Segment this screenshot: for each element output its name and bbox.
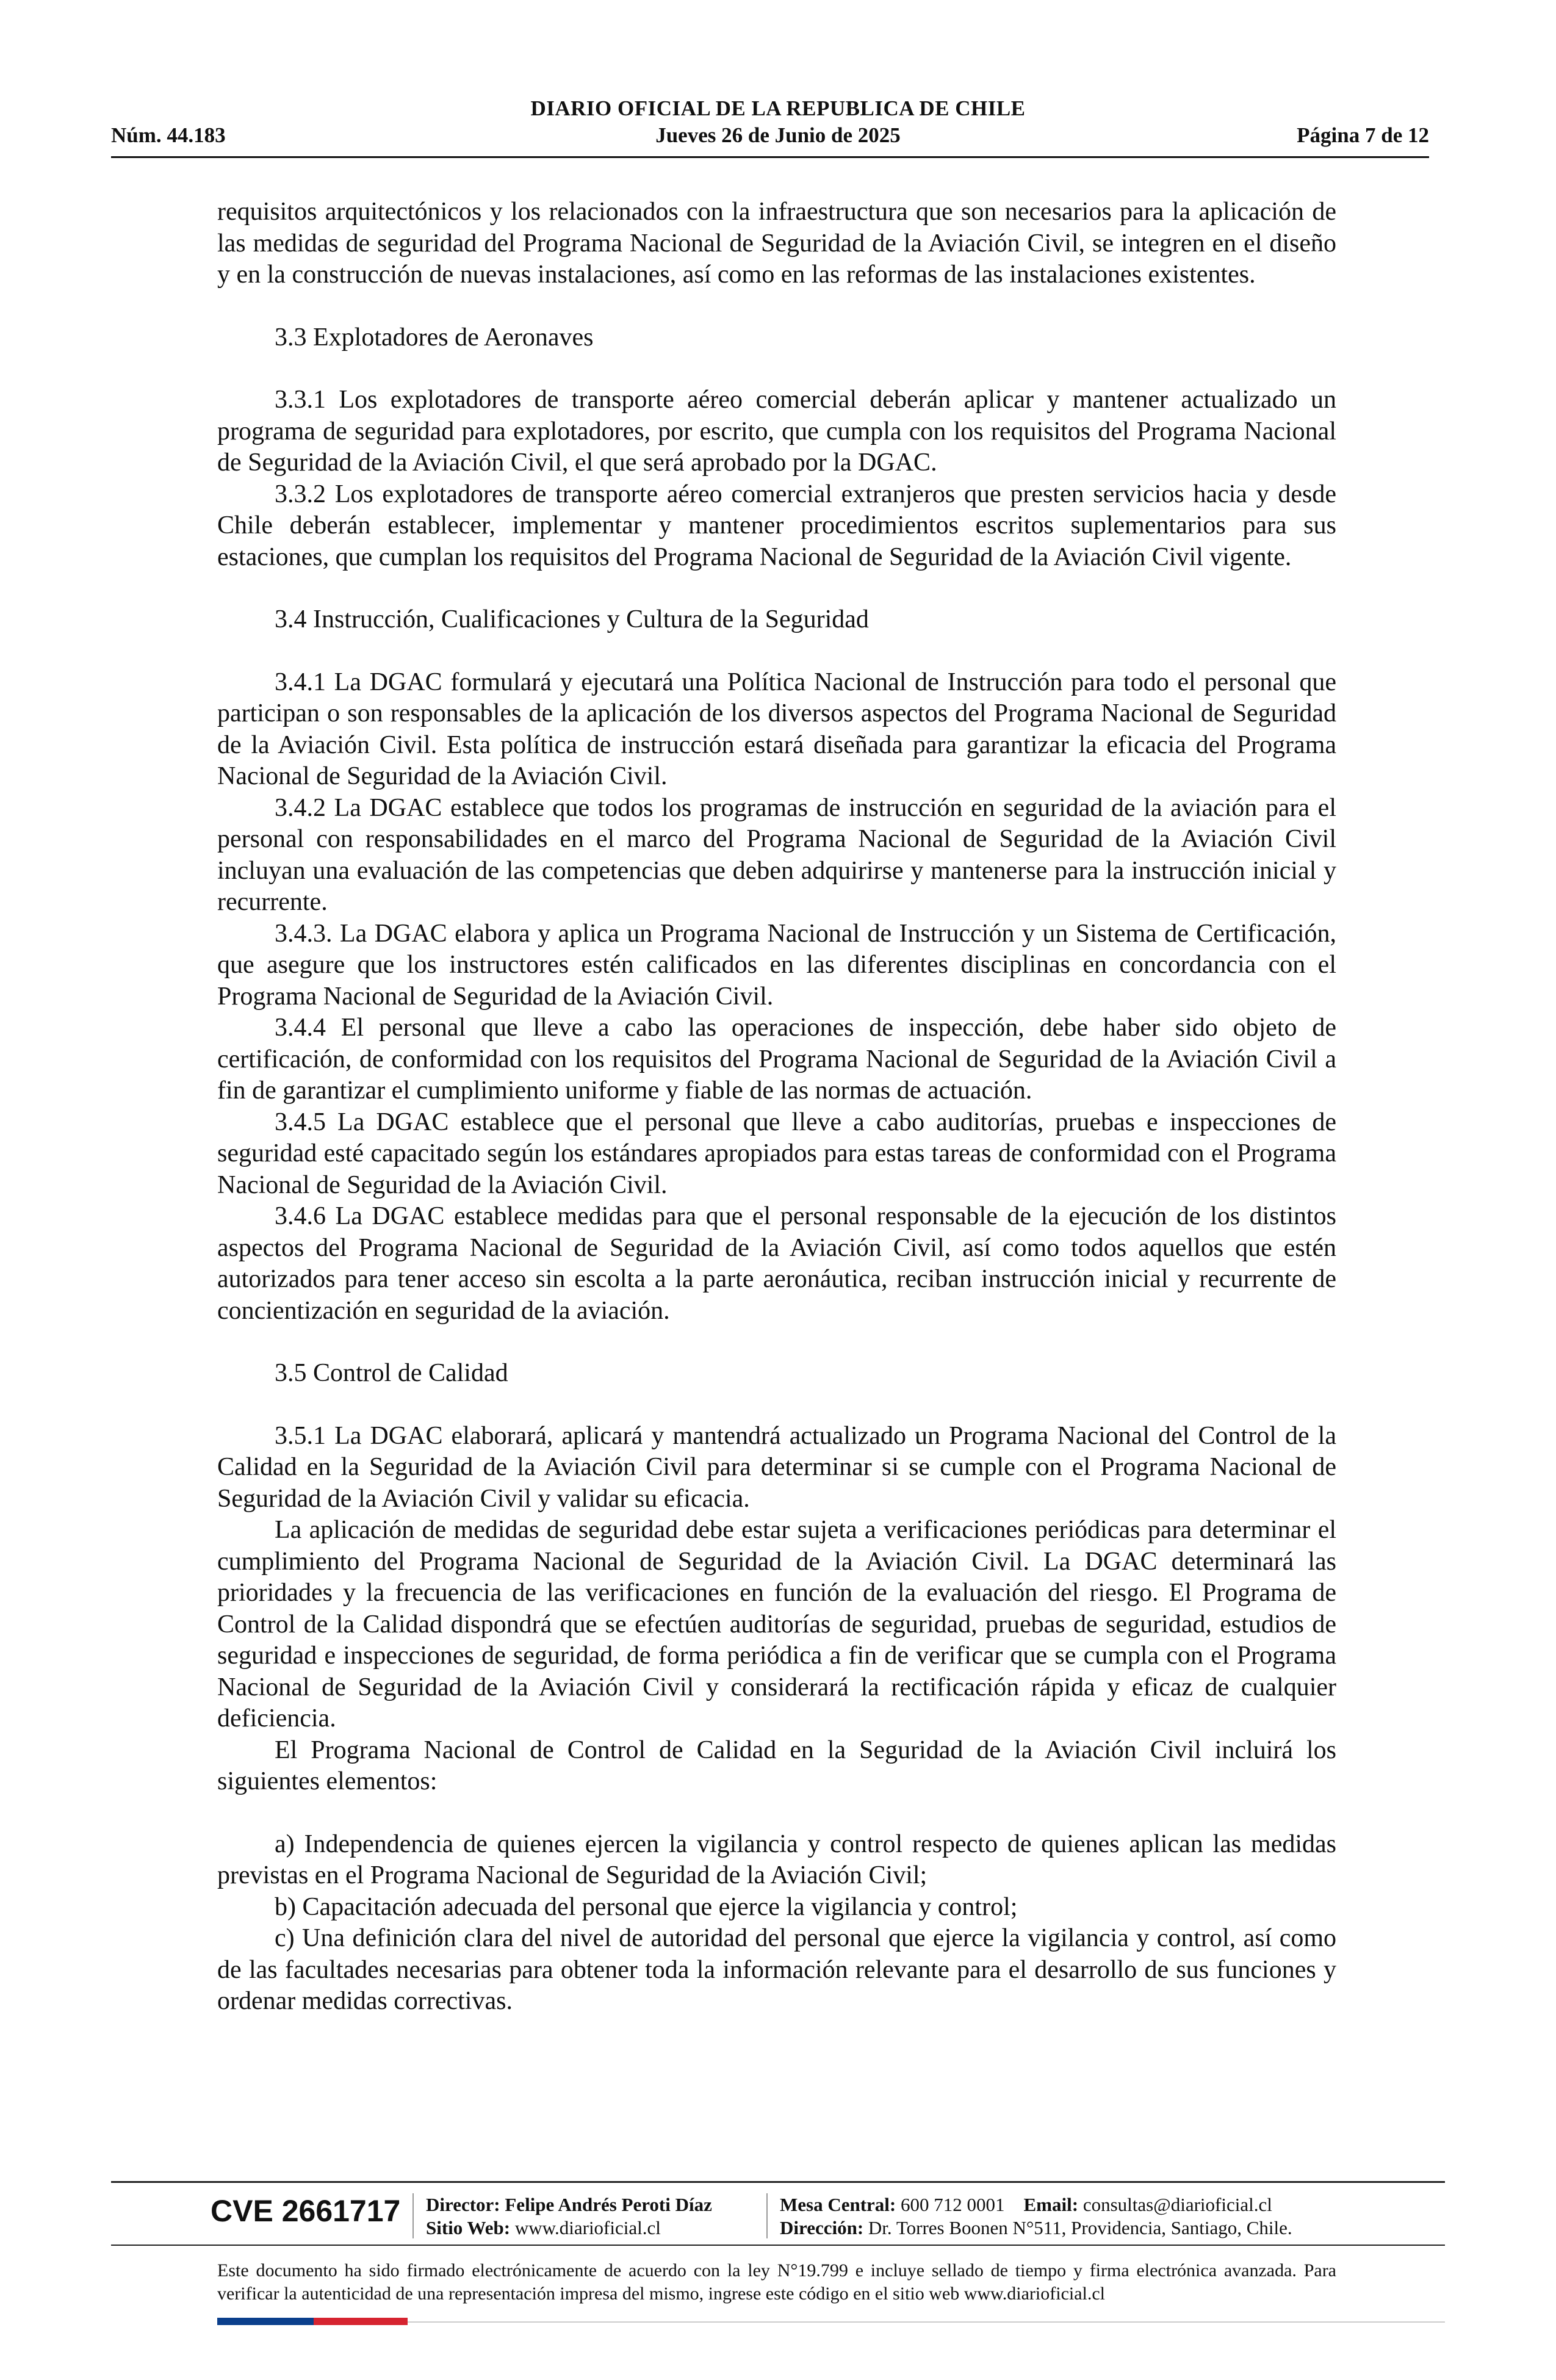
paragraph-3-5-1: 3.5.1 La DGAC elaborará, aplicará y mantendrá actualizado un Programa Nacional del Control de la Calidad en la Seguridad de la Aviación Civil para determinar si se cumple con el Programa Nacional de Seguridad de la Aviación Civil y validar su eficacia. [217, 1421, 1336, 1513]
list-item-b: b) Capacitación adecuada del personal que ejerce la vigilancia y control; [275, 1892, 1018, 1921]
mesa-label: Mesa Central: [780, 2194, 896, 2215]
paragraph-3-4-1: 3.4.1 La DGAC formulará y ejecutará una Política Nacional de Instrucción para todo el personal que participan o son responsables de la aplicación de los diversos aspectos del Programa Nacional de Seguridad de la Aviación Civil. Esta política de instrucción estará diseñada para garantizar la eficacia del Programa Nacional de Seguridad de la Aviación Civil. [217, 668, 1336, 790]
section-heading-3-4: 3.4 Instrucción, Cualificaciones y Cultura de la Seguridad [275, 605, 869, 633]
footer-director-block [426, 2193, 712, 2240]
paragraph-3-3-1: 3.3.1 Los explotadores de transporte aéreo comercial deberán aplicar y mantener actualizado un programa de seguridad para explotadores, por escrito, que cumpla con los requisitos del Programa Nacional de Seguridad de la Aviación Civil, el que será aprobado por la DGAC. [217, 386, 1336, 477]
director-label: Director: [426, 2194, 500, 2215]
section-heading-3-5: 3.5 Control de Calidad [275, 1359, 508, 1387]
list-item-c: c) Una definición clara del nivel de autoridad del personal que ejerce la vigilancia y control, así como de las facultades necesarias para obtener toda la información relevante para el desarrollo de sus funciones y ordenar medidas correctivas. [217, 1924, 1336, 2015]
footer-divider [111, 2245, 1445, 2246]
legal-notice: Este documento ha sido firmado electrónicamente de acuerdo con la ley N°19.799 e incluye sellado de tiempo y firma electrónica avanzada. Para verificar la autenticidad de una representación impresa del mismo, ingrese este código en el sitio web www.diarioficial.cl [217, 2260, 1336, 2304]
email-label: Email: [1023, 2194, 1079, 2215]
section-heading-3-3: 3.3 Explotadores de Aeronaves [275, 323, 594, 352]
page-indicator: Página 7 de 12 [1297, 123, 1429, 147]
website-label: Sitio Web: [426, 2217, 511, 2238]
mesa-phone: 600 712 0001 [901, 2194, 1005, 2215]
flag-bar-line [408, 2321, 1445, 2323]
paragraph-3-4-5: 3.4.5 La DGAC establece que el personal que lleve a cabo auditorías, pruebas e inspecciones de seguridad esté capacitado según los estándares apropiados para estas tareas de conformidad con el Programa Nacional de Seguridad de la Aviación Civil. [217, 1108, 1336, 1199]
footer-divider [111, 2181, 1445, 2183]
director-name: Felipe Andrés Peroti Díaz [505, 2194, 712, 2215]
issue-number: Núm. 44.183 [111, 123, 226, 147]
paragraph-3-4-2: 3.4.2 La DGAC establece que todos los programas de instrucción en seguridad de la aviación para el personal con responsabilidades en el marco del Programa Nacional de Seguridad de la Aviación Civil incluyan una evaluación de las competencias que deben adquirirse y mantenerse para la instrucción inicial y recurrente. [217, 793, 1336, 916]
address-label: Dirección: [780, 2217, 864, 2238]
paragraph-3-3-2: 3.3.2 Los explotadores de transporte aéreo comercial extranjeros que presten servicios hacia y desde Chile deberán establecer, implementar y mantener procedimientos escritos suplementarios para sus estaciones, que cumplan los requisitos del Programa Nacional de Seguridad de la Aviación Civil vigente. [217, 480, 1336, 571]
paragraph: El Programa Nacional de Control de Calidad en la Seguridad de la Aviación Civil incluirá los siguientes elementos: [217, 1736, 1336, 1795]
paragraph-3-4-4: 3.4.4 El personal que lleve a cabo las operaciones de inspección, debe haber sido objeto de certificación, de conformidad con los requisitos del Programa Nacional de Seguridad de la Aviación Civil a fin de garantizar el cumplimiento uniforme y fiable de las normas de actuación. [217, 1014, 1336, 1105]
body-text [217, 197, 1336, 2018]
footer-separator [412, 2193, 414, 2238]
paragraph-3-4-6: 3.4.6 La DGAC establece medidas para que el personal responsable de la ejecución de los distintos aspectos del Programa Nacional de Seguridad de la Aviación Civil, así como todos aquellos que estén autorizados para tener acceso sin escolta a la parte aeronáutica, reciban instrucción inicial y recurrente de concientización en seguridad de la aviación. [217, 1202, 1336, 1325]
paragraph: La aplicación de medidas de seguridad debe estar sujeta a verificaciones periódicas para determinar el cumplimiento del Programa Nacional de Seguridad de la Aviación Civil. La DGAC determinará las prioridades y la frecuencia de las verificaciones en función de la evaluación del riesgo. El Programa de Control de la Calidad dispondrá que se efectúen auditorías de seguridad, pruebas de seguridad, estudios de seguridad e inspecciones de seguridad, de forma periódica a fin de verificar que se cumpla con el Programa Nacional de Seguridad de la Aviación Civil y considerará la rectificación rápida y eficaz de cualquier deficiencia. [217, 1516, 1336, 1733]
issue-date: Jueves 26 de Junio de 2025 [655, 123, 901, 147]
address-value: Dr. Torres Boonen N°511, Providencia, Santiago, Chile. [868, 2217, 1292, 2238]
paragraph: requisitos arquitectónicos y los relacionados con la infraestructura que son necesarios para la aplicación de las medidas de seguridad del Programa Nacional de Seguridad de la Aviación Civil, se integren en el diseño y en la construcción de nuevas instalaciones, así como en las reformas de las instalaciones existentes. [217, 198, 1336, 289]
email-link[interactable]: consultas@diarioficial.cl [1082, 2194, 1272, 2215]
website-link[interactable]: www.diarioficial.cl [514, 2217, 661, 2238]
list-item-a: a) Independencia de quienes ejercen la vigilancia y control respecto de quienes aplican las medidas previstas en el Programa Nacional de Seguridad de la Aviación Civil; [217, 1830, 1336, 1889]
flag-bar-red [314, 2318, 408, 2325]
cve-code: CVE 2661717 [211, 2194, 401, 2228]
footer-contact-block [780, 2193, 1292, 2240]
header-divider [111, 156, 1429, 158]
paragraph-3-4-3: 3.4.3. La DGAC elabora y aplica un Programa Nacional de Instrucción y un Sistema de Certificación, que asegure que los instructores estén calificados en las diferentes disciplinas en concordancia con el Programa Nacional de Seguridad de la Aviación Civil. [217, 919, 1336, 1011]
footer-separator [766, 2193, 768, 2238]
flag-bar-blue [217, 2318, 314, 2325]
publication-title: DIARIO OFICIAL DE LA REPUBLICA DE CHILE [530, 96, 1026, 120]
